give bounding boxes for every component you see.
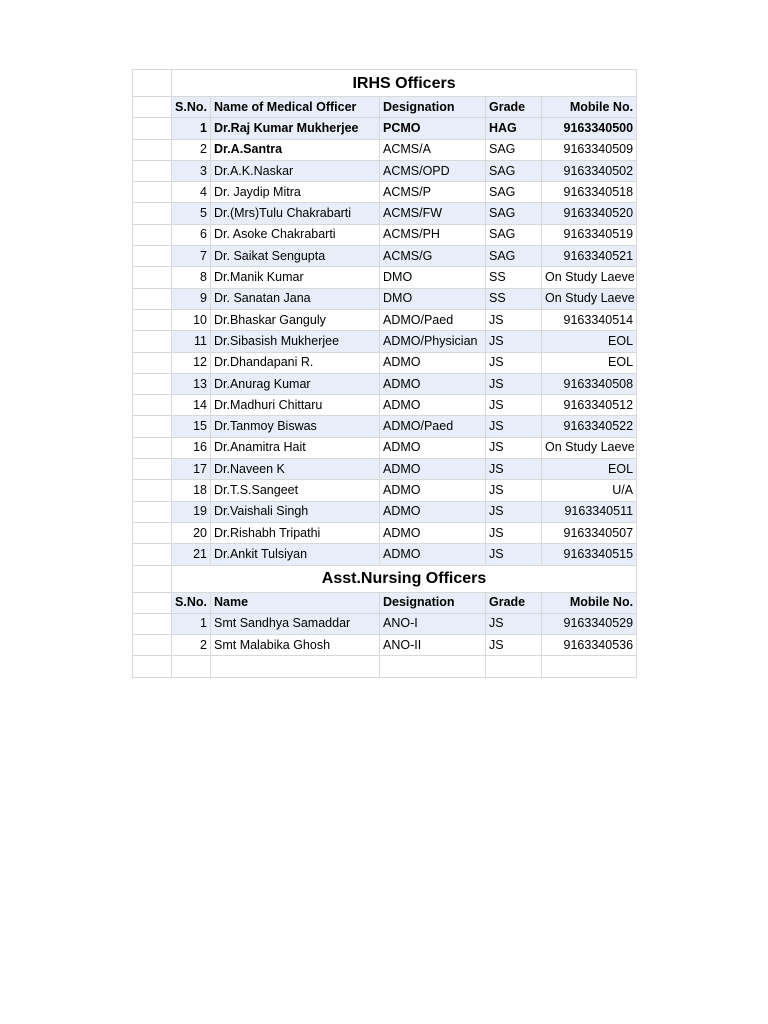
header-mobile: Mobile No. [542,592,637,613]
empty-cell [172,656,211,677]
grade: SAG [486,246,542,267]
grade: JS [486,373,542,394]
officer-name: Dr. Sanatan Jana [211,288,380,309]
row-gutter [133,395,172,416]
designation: ANO-I [380,613,486,634]
officer-name: Dr.Naveen K [211,459,380,480]
grade: SAG [486,139,542,160]
designation: DMO [380,288,486,309]
designation: ADMO [380,459,486,480]
designation: ADMO/Paed [380,416,486,437]
designation: ADMO [380,544,486,565]
officer-name: Dr.(Mrs)Tulu Chakrabarti [211,203,380,224]
mobile-number: 9163340518 [542,182,637,203]
row-gutter [133,522,172,543]
mobile-number: 9163340511 [542,501,637,522]
section1-header-row [133,97,637,118]
row-gutter [133,203,172,224]
table-row [133,613,637,634]
row-gutter [133,331,172,352]
officer-name: Dr. Jaydip Mitra [211,182,380,203]
row-gutter [133,224,172,245]
designation: ADMO [380,501,486,522]
section-title: IRHS Officers [172,70,637,97]
table-row [133,522,637,543]
designation: DMO [380,267,486,288]
mobile-number: 9163340507 [542,522,637,543]
designation: ADMO [380,437,486,458]
table-row [133,635,637,656]
row-gutter [133,565,172,592]
serial-number: 10 [172,309,211,330]
grade: SAG [486,182,542,203]
row-gutter [133,613,172,634]
mobile-number: 9163340515 [542,544,637,565]
serial-number: 6 [172,224,211,245]
designation: ACMS/OPD [380,160,486,181]
table-row [133,267,637,288]
designation: ANO-II [380,635,486,656]
header-grade: Grade [486,97,542,118]
officers-sheet [132,69,637,678]
serial-number: 17 [172,459,211,480]
officer-name: Dr.Dhandapani R. [211,352,380,373]
row-gutter [133,459,172,480]
grade: JS [486,331,542,352]
empty-cell [211,656,380,677]
designation: PCMO [380,118,486,139]
serial-number: 15 [172,416,211,437]
row-gutter [133,352,172,373]
table-row [133,246,637,267]
serial-number: 18 [172,480,211,501]
designation: ADMO [380,395,486,416]
row-gutter [133,267,172,288]
table-row [133,395,637,416]
serial-number: 14 [172,395,211,416]
section-title: Asst.Nursing Officers [172,565,637,592]
mobile-number: On Study Laeve [542,267,637,288]
officer-name: Smt Sandhya Samaddar [211,613,380,634]
row-gutter [133,635,172,656]
designation: ACMS/FW [380,203,486,224]
grade: JS [486,544,542,565]
designation: ACMS/G [380,246,486,267]
header-sno: S.No. [172,97,211,118]
officer-name: Dr.A.Santra [211,139,380,160]
table-row [133,544,637,565]
grade: JS [486,635,542,656]
officer-name: Dr. Saikat Sengupta [211,246,380,267]
grade: JS [486,480,542,501]
row-gutter [133,246,172,267]
officer-name: Dr.Anurag Kumar [211,373,380,394]
header-sno: S.No. [172,592,211,613]
mobile-number: 9163340508 [542,373,637,394]
section1-title-row [133,70,637,97]
row-gutter [133,160,172,181]
row-gutter [133,480,172,501]
serial-number: 13 [172,373,211,394]
header-name: Name [211,592,380,613]
officer-name: Dr.Ankit Tulsiyan [211,544,380,565]
serial-number: 7 [172,246,211,267]
table-row [133,437,637,458]
empty-cell [133,656,172,677]
row-gutter [133,118,172,139]
mobile-number: On Study Laeve [542,437,637,458]
section2-title-row [133,565,637,592]
designation: ACMS/P [380,182,486,203]
table-row [133,373,637,394]
table-row [133,501,637,522]
mobile-number: 9163340502 [542,160,637,181]
table-row [133,416,637,437]
officer-name: Dr.Manik Kumar [211,267,380,288]
header-designation: Designation [380,592,486,613]
mobile-number: EOL [542,352,637,373]
sheet-body [133,70,637,678]
row-gutter [133,309,172,330]
designation: ACMS/PH [380,224,486,245]
designation: ADMO/Paed [380,309,486,330]
designation: ADMO [380,480,486,501]
empty-cell [542,656,637,677]
serial-number: 4 [172,182,211,203]
row-gutter [133,70,172,97]
serial-number: 2 [172,139,211,160]
table-row [133,459,637,480]
table-row [133,203,637,224]
grade: JS [486,501,542,522]
mobile-number: 9163340514 [542,309,637,330]
header-name: Name of Medical Officer [211,97,380,118]
row-gutter [133,288,172,309]
header-grade: Grade [486,592,542,613]
header-mobile: Mobile No. [542,97,637,118]
mobile-number: 9163340520 [542,203,637,224]
serial-number: 3 [172,160,211,181]
serial-number: 2 [172,635,211,656]
serial-number: 5 [172,203,211,224]
mobile-number: 9163340509 [542,139,637,160]
mobile-number: 9163340500 [542,118,637,139]
designation: ACMS/A [380,139,486,160]
officer-name: Smt Malabika Ghosh [211,635,380,656]
serial-number: 1 [172,118,211,139]
table-row [133,288,637,309]
mobile-number: 9163340529 [542,613,637,634]
officer-name: Dr.Vaishali Singh [211,501,380,522]
empty-cell [486,656,542,677]
mobile-number: 9163340519 [542,224,637,245]
row-gutter [133,416,172,437]
row-gutter [133,373,172,394]
serial-number: 8 [172,267,211,288]
table-row [133,331,637,352]
serial-number: 21 [172,544,211,565]
row-gutter [133,182,172,203]
grade: SS [486,288,542,309]
serial-number: 20 [172,522,211,543]
row-gutter [133,544,172,565]
table-row [133,139,637,160]
table-row [133,480,637,501]
mobile-number: 9163340536 [542,635,637,656]
designation: ADMO [380,352,486,373]
grade: JS [486,352,542,373]
row-gutter [133,139,172,160]
section2-header-row [133,592,637,613]
serial-number: 9 [172,288,211,309]
designation: ADMO/Physician [380,331,486,352]
grade: JS [486,437,542,458]
designation: ADMO [380,373,486,394]
row-gutter [133,592,172,613]
serial-number: 11 [172,331,211,352]
empty-cell [380,656,486,677]
grade: JS [486,613,542,634]
officer-name: Dr.T.S.Sangeet [211,480,380,501]
mobile-number: U/A [542,480,637,501]
officer-name: Dr. Asoke Chakrabarti [211,224,380,245]
officer-name: Dr.Raj Kumar Mukherjee [211,118,380,139]
mobile-number: 9163340512 [542,395,637,416]
serial-number: 1 [172,613,211,634]
grade: JS [486,416,542,437]
table-row [133,309,637,330]
officer-name: Dr.Madhuri Chittaru [211,395,380,416]
designation: ADMO [380,522,486,543]
header-designation: Designation [380,97,486,118]
grade: SAG [486,224,542,245]
row-gutter [133,437,172,458]
table-row [133,352,637,373]
table-row [133,160,637,181]
mobile-number: 9163340521 [542,246,637,267]
grade: SAG [486,203,542,224]
grade: JS [486,459,542,480]
grade: JS [486,309,542,330]
mobile-number: EOL [542,459,637,480]
serial-number: 12 [172,352,211,373]
grade: JS [486,395,542,416]
mobile-number: EOL [542,331,637,352]
empty-row [133,656,637,677]
mobile-number: 9163340522 [542,416,637,437]
officer-name: Dr.Anamitra Hait [211,437,380,458]
table-row [133,224,637,245]
grade: SS [486,267,542,288]
table-row [133,182,637,203]
row-gutter [133,97,172,118]
grade: HAG [486,118,542,139]
officer-name: Dr.A.K.Naskar [211,160,380,181]
row-gutter [133,501,172,522]
serial-number: 19 [172,501,211,522]
mobile-number: On Study Laeve [542,288,637,309]
grade: JS [486,522,542,543]
officer-name: Dr.Rishabh Tripathi [211,522,380,543]
grade: SAG [486,160,542,181]
table-row [133,118,637,139]
officer-name: Dr.Bhaskar Ganguly [211,309,380,330]
serial-number: 16 [172,437,211,458]
officer-name: Dr.Sibasish Mukherjee [211,331,380,352]
officer-name: Dr.Tanmoy Biswas [211,416,380,437]
